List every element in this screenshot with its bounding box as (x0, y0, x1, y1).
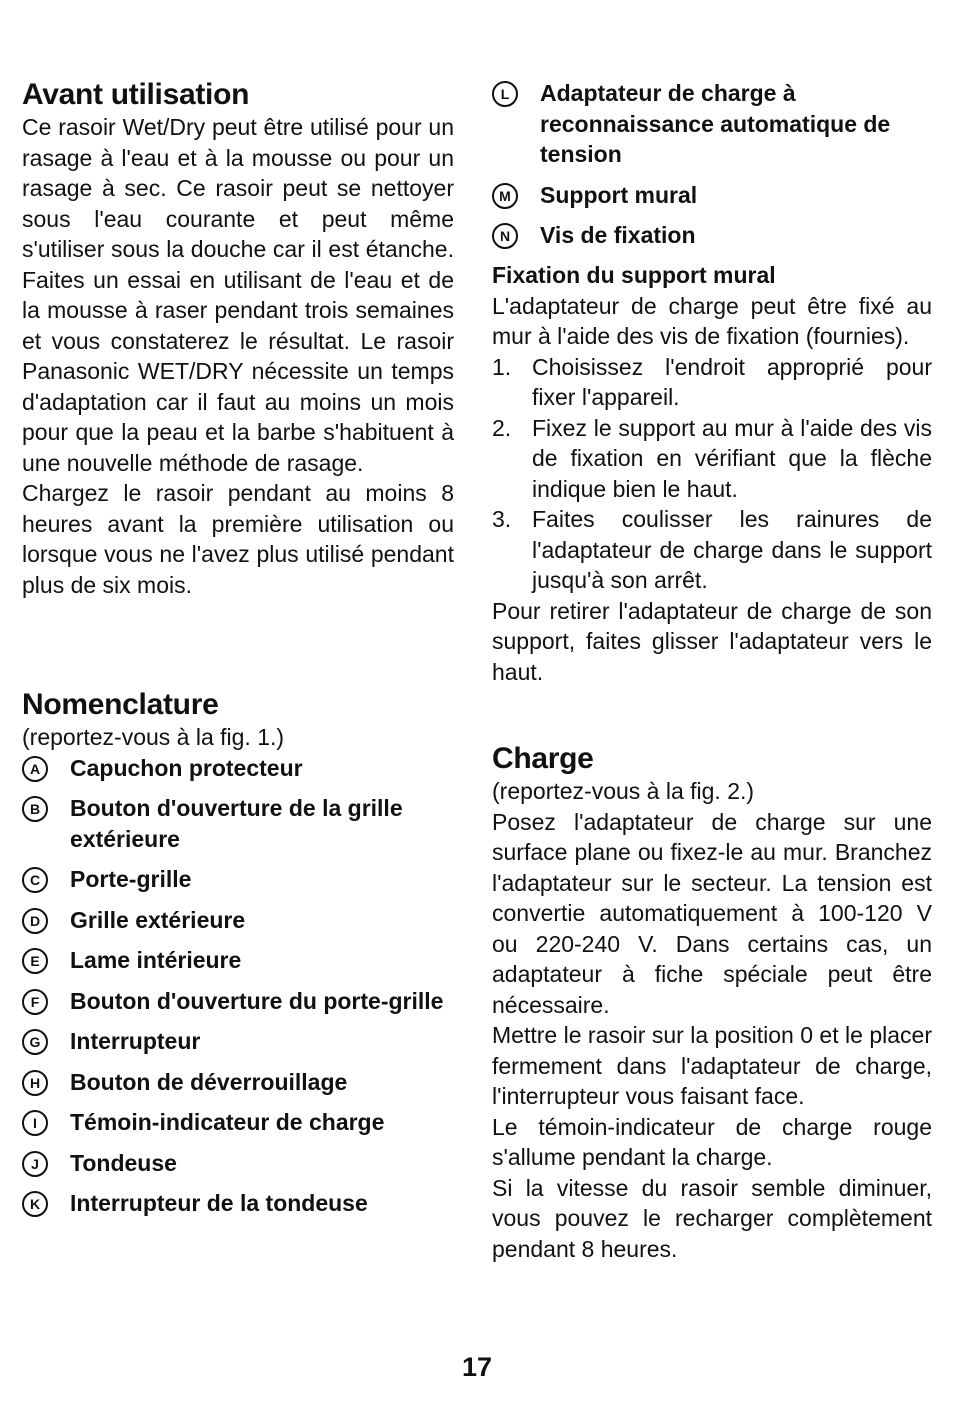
paragraph-charge-first: Chargez le rasoir pendant au moins 8 heures avant la première utilisation ou lorsque vous ne l'avez plus utilisé pendant plus de six mois. (22, 480, 454, 598)
wall-mount-title: Fixation du support mural (492, 262, 776, 288)
wall-mount-step (492, 413, 932, 505)
nomenclature-list (22, 753, 454, 1219)
step-number: 1. (492, 353, 512, 380)
nomenclature-item-label: Capuchon protecteur (70, 754, 303, 781)
nomenclature-item-n (492, 220, 932, 251)
nomenclature-item-d (22, 905, 454, 936)
circled-letter-icon: M (492, 183, 518, 209)
wall-mount-outro: Pour retirer l'adaptateur de charge de son support, faites glisser l'adaptateur vers le haut. (492, 597, 932, 685)
nomenclature-continued (492, 78, 932, 261)
nomenclature-item-label: Bouton de déverrouillage (70, 1068, 348, 1095)
circled-letter-icon: H (22, 1070, 48, 1096)
paragraph-intro: Ce rasoir Wet/Dry peut être utilisé pour un rasage à l'eau et à la mousse ou pour un rasage à sec. Ce rasoir peut se nettoyer sous l'eau courante et peut même s'utiliser sous la douche car il est étanche. Faites un essai en utilisant de l'eau et de la mousse à raser pendant trois semaines et vous constaterez le résultat. Le rasoir Panasonic WET/DRY nécessite un temps d'adaptation car il faut au moins un mois pour que la peau et la barbe s'habituent à une nouvelle méthode de rasage. (22, 114, 454, 476)
circled-letter-icon: A (22, 756, 48, 782)
nomenclature-item-label: Lame intérieure (70, 947, 242, 973)
step-text: Faites coulisser les rainures de l'adaptateur de charge dans le support jusqu'à son arrêt. (532, 506, 932, 593)
section-title-avant-utilisation: Avant utilisation (22, 78, 250, 111)
charge-subtitle: (reportez-vous à la fig. 2.) (492, 778, 755, 804)
circled-letter-icon: N (492, 223, 518, 249)
nomenclature-item-k (22, 1188, 454, 1219)
nomenclature-item-a (22, 753, 454, 784)
nomenclature-item-label: Grille extérieure (70, 906, 246, 933)
section-nomenclature (22, 688, 454, 1229)
charge-paragraph-3: Le témoin-indicateur de charge rouge s'allume pendant la charge. (492, 1113, 932, 1170)
nomenclature-list-continued (492, 78, 932, 251)
step-number: 3. (492, 506, 512, 532)
page-number: 17 (461, 1352, 493, 1382)
nomenclature-item-i (22, 1107, 454, 1138)
nomenclature-item-f (22, 986, 454, 1017)
wall-mount-step (492, 352, 932, 413)
section-charge (492, 742, 932, 1264)
circled-letter-icon: F (22, 989, 48, 1015)
nomenclature-item-label: Interrupteur (70, 1028, 201, 1054)
circled-letter-icon: B (22, 796, 48, 822)
circled-letter-icon: G (22, 1029, 48, 1055)
section-avant-utilisation (22, 78, 454, 600)
nomenclature-item-e (22, 945, 454, 976)
nomenclature-item-b (22, 793, 454, 854)
charge-paragraph-4: Si la vitesse du rasoir semble diminuer, vous pouvez le recharger complètement pendant 8 heures. (492, 1174, 932, 1262)
wall-mount-intro: L'adaptateur de charge peut être fixé au mur à l'aide des vis de fixation (fournies). (492, 292, 932, 349)
nomenclature-item-c (22, 864, 454, 895)
section-title-nomenclature: Nomenclature (22, 688, 219, 721)
circled-letter-icon: C (22, 867, 48, 893)
nomenclature-item-j (22, 1148, 454, 1179)
circled-letter-icon: I (22, 1110, 48, 1136)
charge-paragraph-1: Posez l'adaptateur de charge sur une surface plane ou fixez-le au mur. Branchez l'adaptateur sur le secteur. La tension est convertie automatiquement à 100-120 V ou 220-240 V. Dans certains cas, un adaptateur à fiche spéciale peut être nécessaire. (492, 808, 932, 1018)
wall-mount-steps (492, 352, 932, 596)
step-number: 2. (492, 414, 512, 441)
nomenclature-subtitle: (reportez-vous à la fig. 1.) (22, 724, 285, 750)
nomenclature-item-label: Adaptateur de charge à reconnaissance automatique de tension (540, 80, 891, 167)
nomenclature-item-label: Interrupteur de la tondeuse (70, 1190, 368, 1216)
nomenclature-item-label: Bouton d'ouverture du porte-grille (70, 987, 444, 1014)
nomenclature-item-label: Bouton d'ouverture de la grille extérieure (70, 795, 403, 852)
circled-letter-icon: D (22, 908, 48, 934)
circled-letter-icon: E (22, 948, 48, 974)
charge-paragraph-2: Mettre le rasoir sur la position 0 et le placer fermement dans l'adaptateur de charge, l'interrupteur vous faisant face. (492, 1022, 932, 1109)
circled-letter-icon: J (22, 1151, 48, 1177)
nomenclature-item-label: Support mural (540, 181, 698, 208)
section-wall-mount (492, 260, 932, 687)
circled-letter-icon: K (22, 1191, 48, 1217)
nomenclature-item-label: Tondeuse (70, 1149, 177, 1176)
nomenclature-item-label: Porte-grille (70, 866, 192, 892)
nomenclature-item-g (22, 1026, 454, 1057)
nomenclature-item-label: Vis de fixation (540, 222, 696, 248)
circled-letter-icon: L (492, 81, 518, 107)
step-text: Fixez le support au mur à l'aide des vis de fixation en vérifiant que la flèche indique bien le haut. (532, 414, 932, 502)
nomenclature-item-h (22, 1067, 454, 1098)
section-title-charge: Charge (492, 742, 594, 775)
nomenclature-item-l (492, 78, 932, 170)
step-text: Choisissez l'endroit approprié pour fixer l'appareil. (532, 353, 932, 410)
nomenclature-item-m (492, 180, 932, 211)
nomenclature-item-label: Témoin-indicateur de charge (70, 1109, 385, 1135)
wall-mount-step (492, 504, 932, 596)
